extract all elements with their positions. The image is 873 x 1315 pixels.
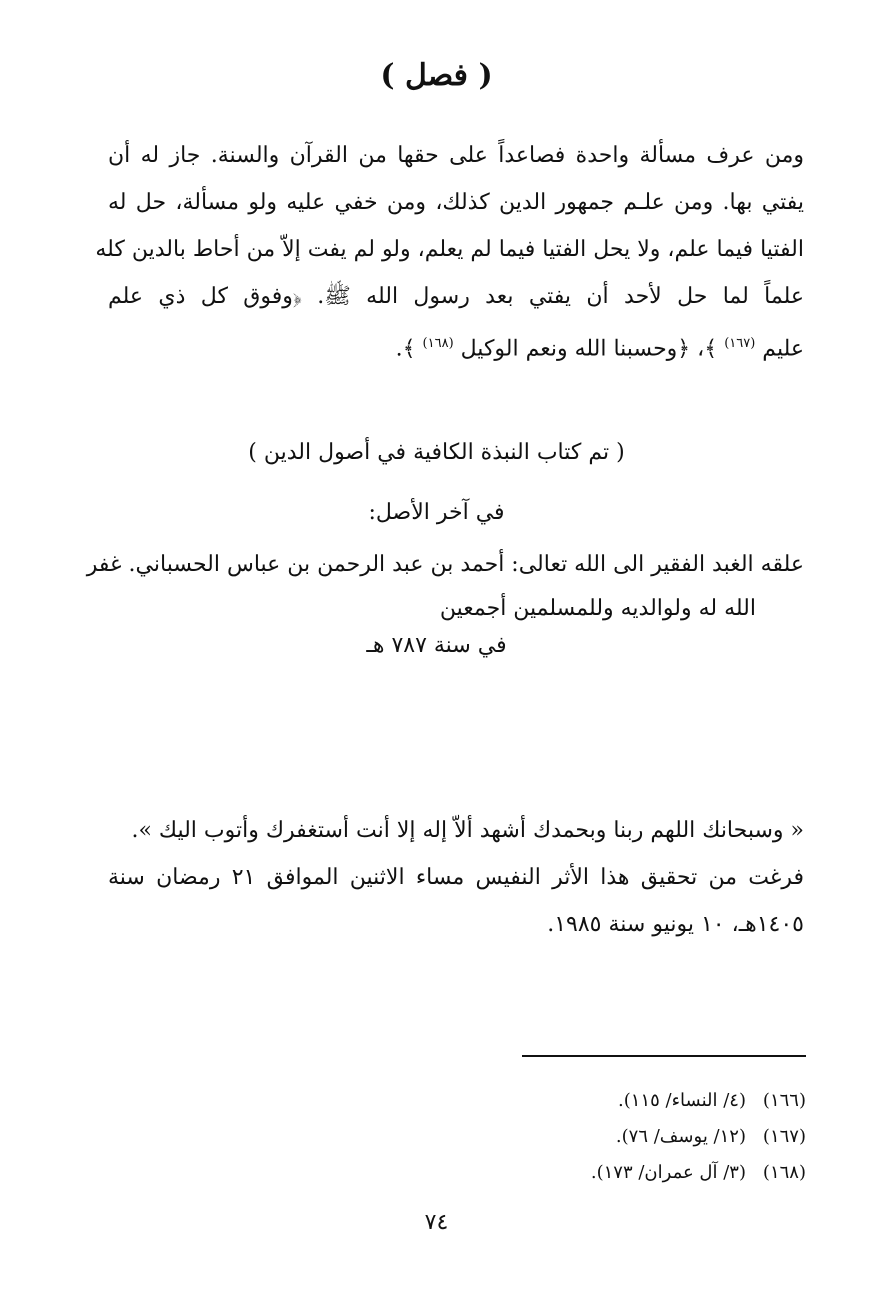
colophon-line: الله له ولوالديه وللمسلمين أجمعين bbox=[439, 596, 756, 621]
paragraph-line: علماً لما حل لأحد أن يفتي بعد رسول الله ﷺ. ﴿وفوق كل ذي علم bbox=[108, 284, 804, 309]
footnote-number: (١٦٨) bbox=[762, 1162, 806, 1183]
closing-line: ١٤٠٥هـ، ١٠ يونيو سنة ١٩٨٥. bbox=[547, 912, 804, 937]
footnote-text: (٤/ النساء/ ١١٥). bbox=[618, 1090, 746, 1111]
footnote-number: (١٦٦) bbox=[762, 1090, 806, 1111]
paragraph-text: ﴾، ﴿وحسبنا الله ونعم الوكيل bbox=[460, 336, 718, 362]
footnote-item bbox=[400, 1155, 806, 1191]
section-title: ( فصل ) bbox=[380, 58, 493, 93]
paragraph-text: ﴾. bbox=[395, 336, 416, 362]
footnote-item bbox=[400, 1119, 806, 1155]
footnote-item bbox=[400, 1083, 806, 1119]
colophon-date: في سنة ٧٨٧ هـ bbox=[366, 633, 507, 658]
footnotes bbox=[400, 1083, 806, 1191]
page-number: ٧٤ bbox=[424, 1210, 449, 1235]
main-paragraph bbox=[95, 132, 804, 367]
colophon-line: علقه الغبد الفقير الى الله تعالى: أحمد بن عبد الرحمن بن عباس الحسباني. غفر bbox=[86, 552, 804, 577]
paragraph-line: يفتي بها. ومن علـم جمهور الدين كذلك، ومن خفي عليه ولو مسألة، حل له bbox=[108, 190, 804, 215]
paragraph-text: عليم bbox=[762, 336, 804, 362]
closing-line: فرغت من تحقيق هذا الأثر النفيس مساء الاثنين الموافق ٢١ رمضان سنة bbox=[108, 865, 805, 890]
footnote-text: (١٢/ يوسف/ ٧٦). bbox=[615, 1126, 746, 1147]
closing-paragraph bbox=[108, 806, 804, 947]
paragraph-line bbox=[108, 320, 804, 367]
footnote-number: (١٦٧) bbox=[762, 1126, 806, 1147]
footnote-reference: (١٦٧) bbox=[724, 336, 756, 351]
book-end-note: ( تم كتاب النبذة الكافية في أصول الدين ) bbox=[248, 440, 625, 465]
footnote-text: (٣/ آل عمران/ ١٧٣). bbox=[590, 1162, 746, 1183]
paragraph-line: ومن عرف مسألة واحدة فصاعداً على حقها من القرآن والسنة. جاز له أن bbox=[108, 143, 804, 168]
footnote-divider bbox=[522, 1055, 806, 1057]
colophon-heading: في آخر الأصل: bbox=[368, 500, 505, 525]
paragraph-line: الفتيا فيما علم، ولا يحل الفتيا فيما لم يعلم، ولو لم يفت إلاّ من أحاط بالدين كله bbox=[95, 237, 804, 262]
footnote-reference: (١٦٨) bbox=[422, 336, 454, 351]
closing-line: « وسبحانك اللهم ربنا وبحمدك أشهد ألاّ إله إلا أنت أستغفرك وأتوب اليك ». bbox=[131, 818, 804, 843]
colophon-text bbox=[86, 543, 804, 631]
